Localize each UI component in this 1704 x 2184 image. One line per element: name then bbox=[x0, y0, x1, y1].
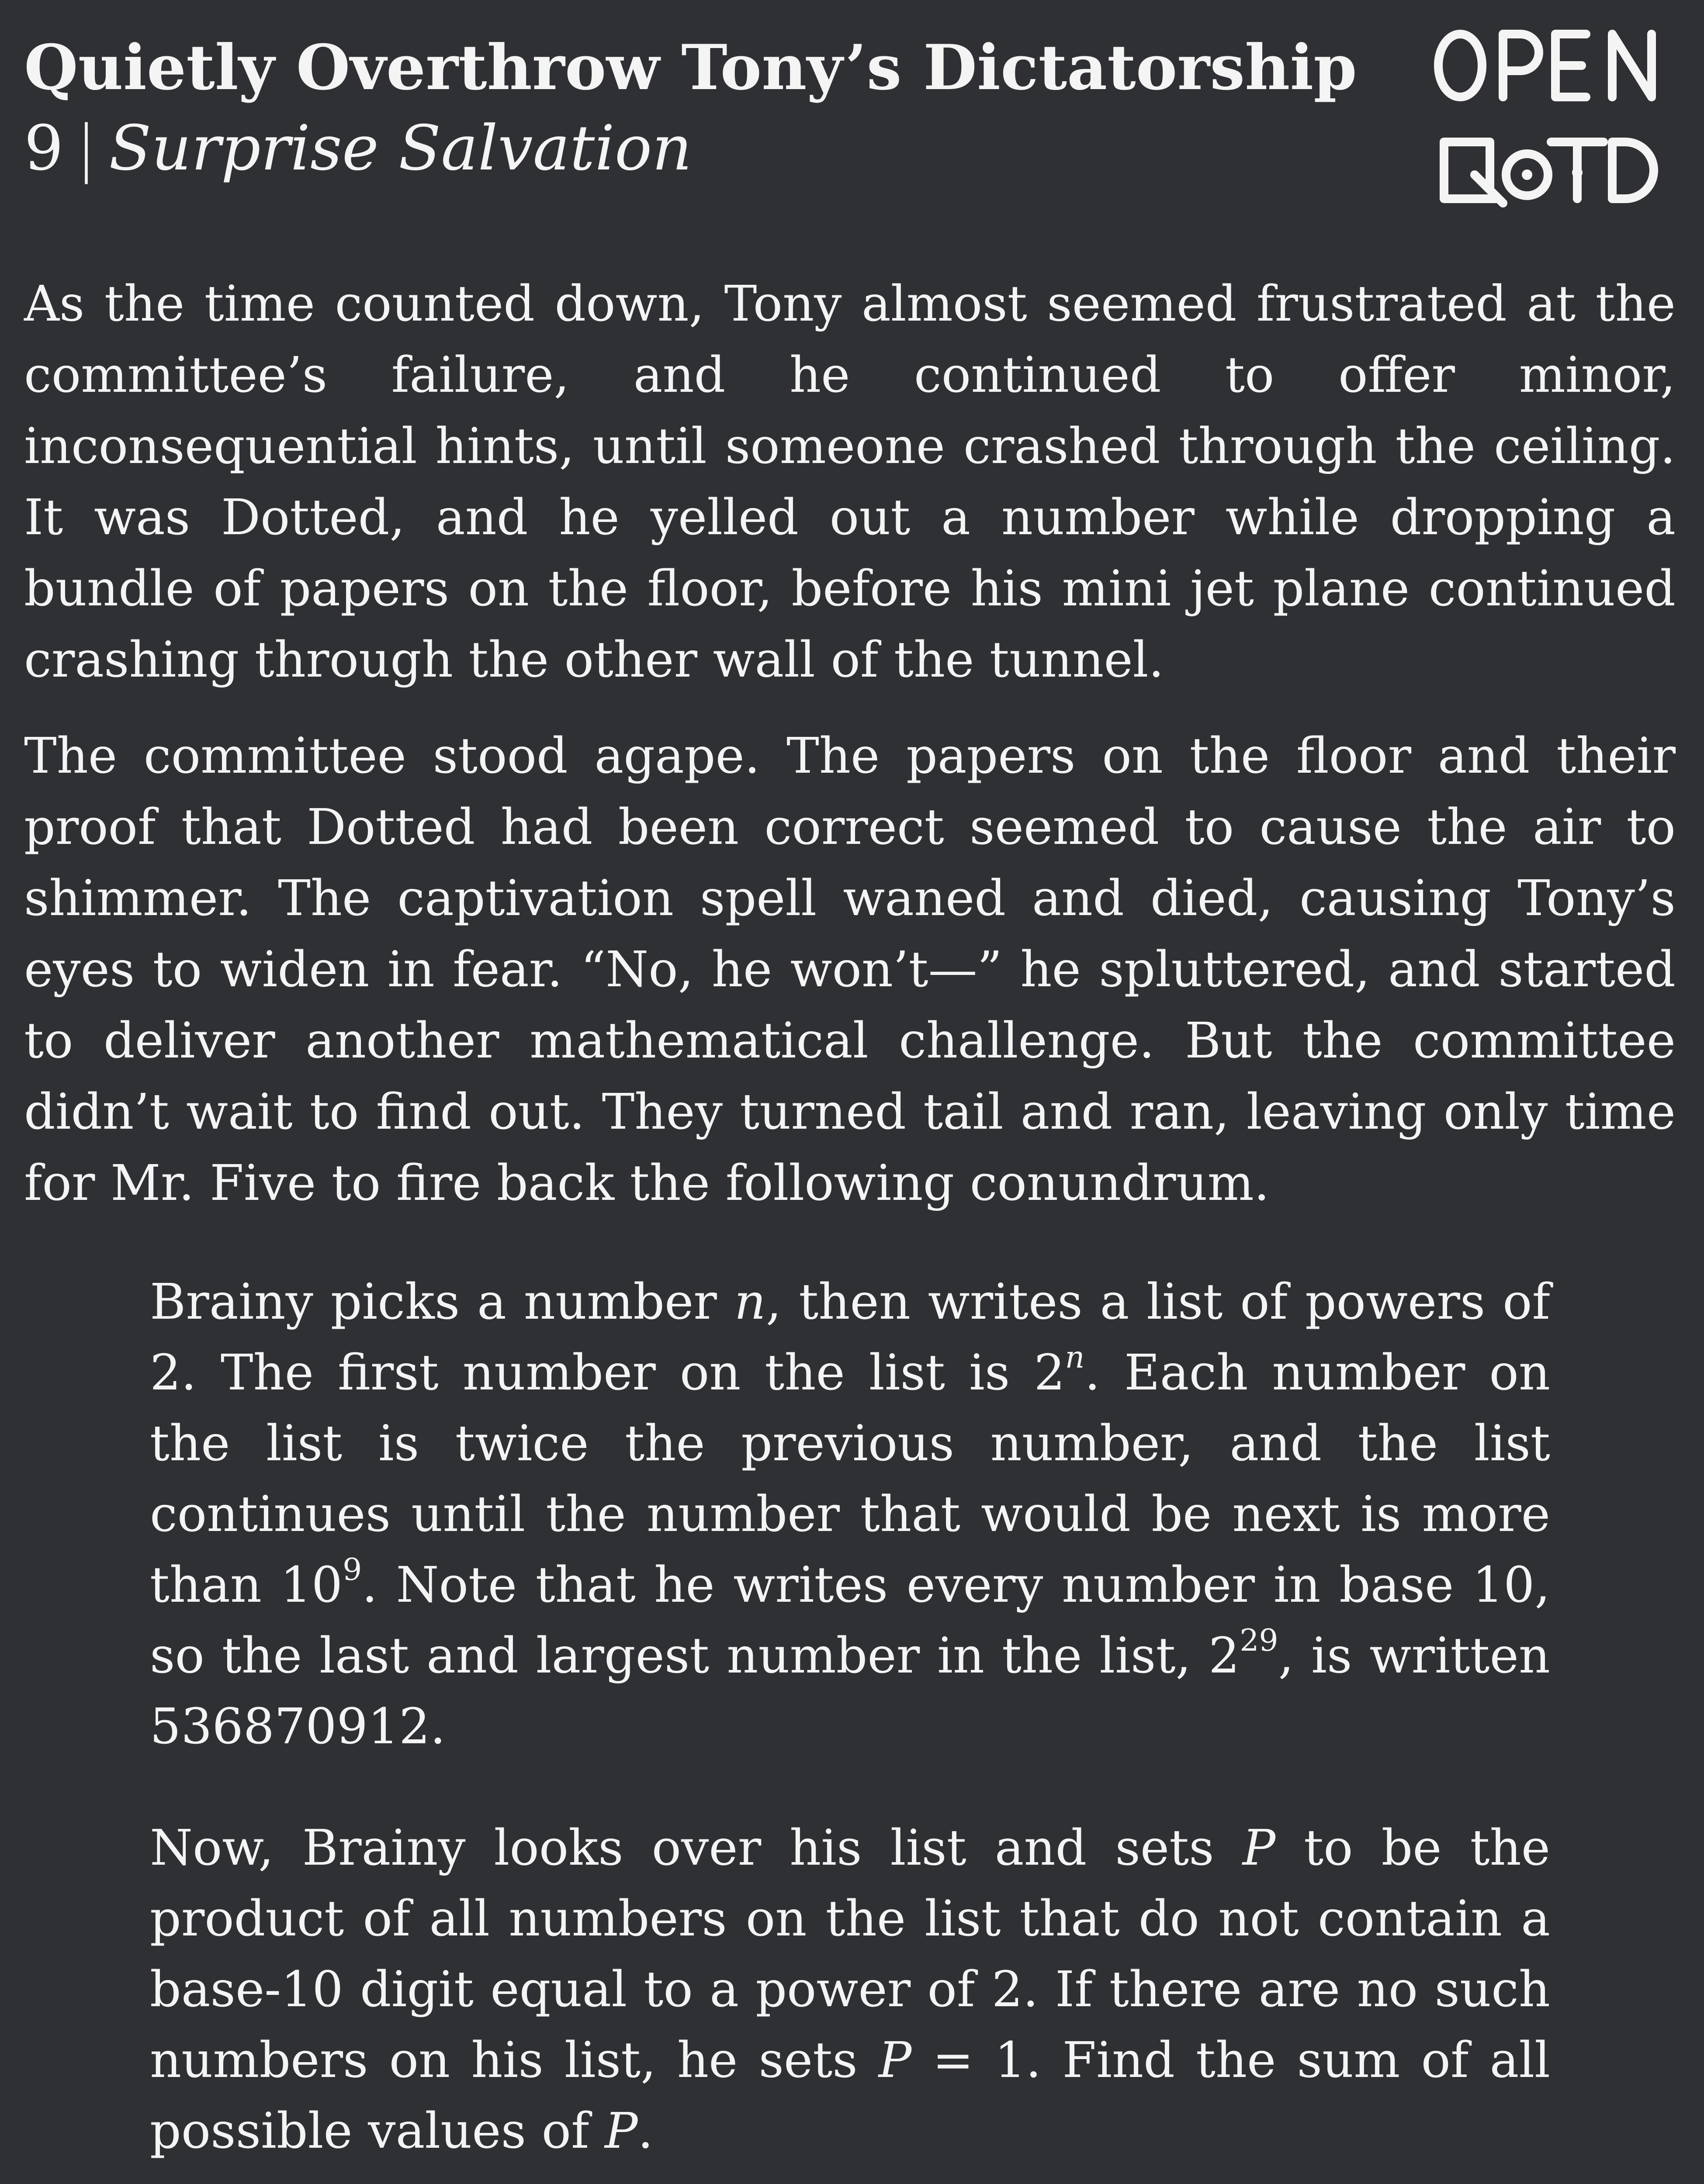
problem-text: . bbox=[637, 2103, 654, 2160]
problem-text: . Each number on the list is twice the previous number, and the list continues until the number that would be next is more than 10 bbox=[150, 1344, 1550, 1614]
math-exponent-29: 29 bbox=[1240, 1623, 1278, 1659]
problem-paragraph-1 bbox=[150, 1267, 1550, 1762]
page-title: Quietly Overthrow Tony’s Dictatorship bbox=[24, 31, 1357, 104]
problem-text: , then writes a list of powers of 2. The first number on the list is 2 bbox=[150, 1274, 1551, 1401]
math-variable-P: P bbox=[878, 2032, 912, 2089]
chapter-subtitle bbox=[24, 109, 1378, 188]
problem-text: . Note that he writes every number in base 10, so the last and largest number in the list, 2 bbox=[150, 1557, 1550, 1684]
problem-text: Brainy picks a number bbox=[150, 1274, 734, 1330]
story-paragraph-2: The committee stood agape. The papers on the floor and their proof that Dotted had been correct seemed to cause the air to shimmer. The captivation spell waned and died, causing Tony’s eyes to widen in fear. “No, he won’t—” he spluttered, and started to deliver another mathematical challenge. But the committee didn’t wait to find out. They turned tail and ran, leaving only time for Mr. Five to fire back the following conundrum. bbox=[24, 728, 1676, 1212]
openqotd-logo-icon bbox=[1433, 24, 1669, 212]
header bbox=[24, 26, 1378, 188]
problem-text: Now, Brainy looks over his list and sets bbox=[150, 1820, 1243, 1876]
story-paragraph-1: As the time counted down, Tony almost seemed frustrated at the committee’s failure, and he continued to offer minor, inconsequential hints, until someone crashed through the ceiling. It was Dotted, and he yelled out a number while dropping a bundle of papers on the floor, before his mini jet plane continued crashing through the other wall of the tunnel. bbox=[24, 276, 1676, 688]
math-exponent-9: 9 bbox=[343, 1552, 362, 1588]
chapter-number: 9 bbox=[24, 112, 64, 184]
math-variable-P: P bbox=[1242, 1820, 1276, 1876]
chapter-name: Surprise Salvation bbox=[109, 112, 692, 184]
problem-text: , is written 536870912. bbox=[150, 1628, 1551, 1755]
math-variable-n: n bbox=[734, 1274, 766, 1330]
problem-paragraph-2 bbox=[150, 1813, 1550, 2167]
problem-text: to be the product of all numbers on the list that do not contain a base-10 digit equal to a power of 2. If there are no such numbers on his list, he sets bbox=[150, 1820, 1551, 2089]
math-exponent-n: n bbox=[1065, 1340, 1085, 1375]
chapter-separator: | bbox=[76, 112, 97, 184]
math-variable-P: P bbox=[605, 2103, 638, 2160]
problem-text: = 1. Find the sum of all possible values of bbox=[150, 2032, 1550, 2160]
